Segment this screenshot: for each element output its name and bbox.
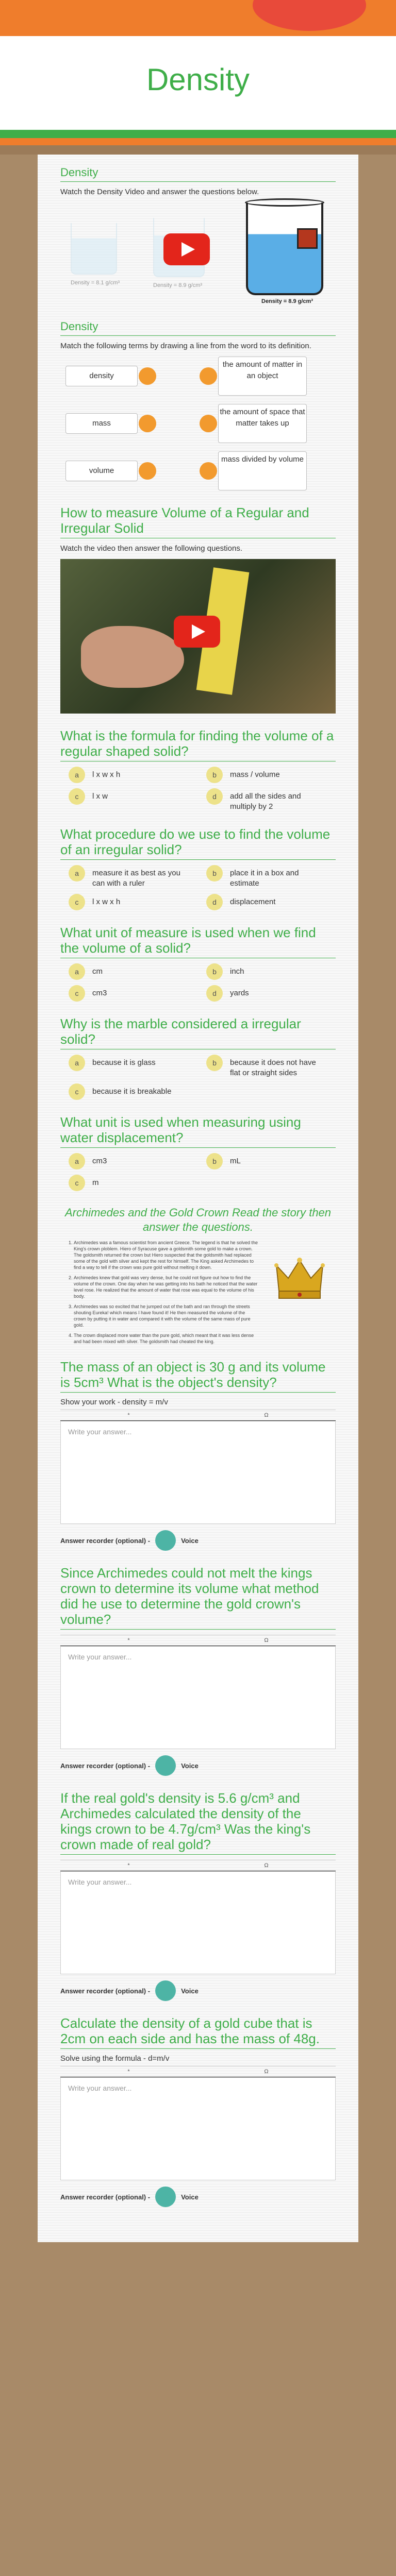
matching-row (60, 404, 336, 443)
density-video-thumbnail[interactable] (60, 202, 336, 306)
question-title: What unit of measure is used when we find the volume of a solid? (60, 925, 336, 958)
answer-recorder (60, 2187, 336, 2207)
multiple-choice (60, 767, 336, 812)
choice-option[interactable] (60, 788, 198, 812)
record-voice-button[interactable] (155, 1755, 176, 1776)
choice-text: add all the sides and multiply by 2 (230, 792, 301, 811)
connector-dot[interactable] (139, 415, 156, 432)
choice-option[interactable] (60, 1083, 198, 1100)
question-real-gold (60, 1790, 336, 2001)
choice-letter[interactable]: c (69, 985, 85, 1002)
story-paragraph: 2. Archimedes knew that gold was very dense, but he could not figure out how to find the volume of the crown. One day when he was getting into his bath he noticed that the water level rose. He realized that the amount of water that rose was equal to the volume of his body. (74, 1275, 258, 1299)
answer-toolbar (60, 2066, 336, 2077)
question-title: Since Archimedes could not melt the kings crown to determine its volume what method did he use to determine the gold crown's volume? (60, 1565, 336, 1630)
question-title: Why is the marble considered a irregular solid? (60, 1016, 336, 1049)
story-paragraph: 3. Archimedes was so excited that he jumped out of the bath and ran through the streets shouting Eureka! which means I have found it! He then measured the volume of the crown by putting it in water and compared it with the volume of the same mass of pure gold. (74, 1303, 258, 1328)
recorder-label: Answer recorder (optional) - (60, 1536, 151, 1545)
answer-toolbar (60, 1410, 336, 1421)
choice-letter[interactable]: a (69, 865, 85, 882)
connector-dot[interactable] (139, 462, 156, 480)
cube-icon (297, 228, 318, 249)
choice-option[interactable] (60, 985, 198, 1002)
question-archimedes-method (60, 1565, 336, 1776)
recorder-label: Answer recorder (optional) - (60, 2193, 151, 2201)
choice-option[interactable] (198, 767, 336, 783)
answer-textarea[interactable]: Write your answer... (60, 1871, 336, 1974)
connector-dot[interactable] (200, 462, 217, 480)
choice-letter[interactable]: c (69, 1175, 85, 1191)
question-gold-cube (60, 2015, 336, 2207)
voice-label: Voice (181, 1536, 199, 1545)
formula-tool-icon[interactable]: * (127, 1412, 130, 1418)
choice-text: yards (230, 989, 249, 997)
record-voice-button[interactable] (155, 2187, 176, 2207)
question-displacement-unit (60, 1114, 336, 1191)
choice-letter[interactable]: b (206, 1153, 223, 1170)
choice-text: place it in a box and estimate (230, 869, 299, 888)
page-header (0, 0, 396, 155)
choice-option[interactable] (198, 1055, 336, 1078)
header-brown-stripe (0, 145, 396, 155)
choice-letter[interactable]: d (206, 894, 223, 910)
symbol-tool-icon[interactable]: Ω (264, 1862, 269, 1869)
recorder-label: Answer recorder (optional) - (60, 1987, 151, 1995)
matching-list (60, 357, 336, 490)
question-title: Calculate the density of a gold cube that is 2cm on each side and has the mass of 48g. (60, 2015, 336, 2049)
choice-option[interactable] (60, 1055, 198, 1078)
answer-recorder (60, 1755, 336, 1776)
voice-label: Voice (181, 2193, 199, 2201)
question-marble (60, 1016, 336, 1100)
choice-letter[interactable]: a (69, 963, 85, 980)
content-card (38, 155, 358, 2242)
choice-text: mass / volume (230, 770, 280, 779)
story-paragraph: 4. The crown displaced more water than the pure gold, which meant that it was less dense and had been mixed with silver. The goldsmith had cheated the king. (74, 1332, 258, 1345)
voice-label: Voice (181, 1987, 199, 1995)
choice-option[interactable] (60, 865, 198, 889)
question-formula (60, 728, 336, 812)
question-prompt: Solve using the formula - d=m/v (60, 2054, 170, 2063)
header-green-stripe (0, 130, 396, 138)
section-title: Density (60, 166, 336, 182)
section-archimedes-story (60, 1206, 336, 1345)
connector-dot[interactable] (200, 415, 217, 432)
choice-letter[interactable]: a (69, 767, 85, 783)
story-title: Archimedes and the Gold Crown Read the story then answer the questions. (64, 1206, 332, 1233)
section-intro: Match the following terms by drawing a line from the word to its definition. (60, 342, 311, 350)
choice-letter[interactable]: b (206, 767, 223, 783)
choice-option[interactable] (198, 894, 336, 910)
glass-icon (71, 223, 117, 275)
section-intro: Watch the Density Video and answer the questions below. (60, 188, 259, 196)
answer-toolbar (60, 1860, 336, 1871)
question-title: What is the formula for finding the volume of a regular shaped solid? (60, 728, 336, 761)
connector-dot[interactable] (139, 367, 156, 385)
matching-term[interactable]: volume (65, 461, 138, 481)
formula-tool-icon[interactable]: * (127, 2069, 130, 2075)
glass-label: Density = 8.1 g/cm³ (71, 280, 120, 286)
choice-text: because it is breakable (92, 1087, 172, 1096)
choice-option[interactable] (198, 963, 336, 980)
choice-letter[interactable]: a (69, 1153, 85, 1170)
choice-letter[interactable]: c (69, 894, 85, 910)
story-paragraph: 1. Archimedes was a famous scientist from ancient Greece. The legend is that he solved the King's crown ploblem. Hiero of Syracuse gave a goldsmith some gold to make a crown. The goldsmith returned the crown but Hiero suspected that the goldsmith had replaced some of the gold with silver and kept the rest for himself. The King asked Archimedes to find a way to tell if the crown was pure gold without melting it down. (74, 1240, 258, 1270)
multiple-choice (60, 1055, 336, 1100)
choice-text: cm3 (92, 1157, 107, 1165)
connector-dot[interactable] (200, 367, 217, 385)
play-button-icon[interactable] (174, 616, 220, 648)
question-title: What procedure do we use to find the volume of an irregular solid? (60, 826, 336, 860)
choice-text: l x w x h (92, 897, 121, 906)
choice-option[interactable] (60, 963, 198, 980)
choice-letter[interactable]: c (69, 788, 85, 805)
answer-toolbar (60, 1635, 336, 1646)
hand-image (81, 626, 184, 688)
choice-text: cm (92, 967, 103, 976)
question-title: What unit is used when measuring using water displacement? (60, 1114, 336, 1148)
formula-tool-icon[interactable]: * (127, 1862, 130, 1869)
choice-text: mL (230, 1157, 241, 1165)
glass-icon (246, 202, 323, 295)
question-prompt: Show your work - density = m/v (60, 1398, 168, 1406)
recorder-label: Answer recorder (optional) - (60, 1761, 151, 1770)
choice-option[interactable] (60, 1175, 198, 1191)
choice-text: l x w (92, 792, 108, 801)
choice-text: m (92, 1178, 99, 1187)
section-measure-volume (60, 505, 336, 714)
choice-option[interactable] (198, 865, 336, 889)
choice-text: because it is glass (92, 1058, 156, 1067)
page-title: Density (146, 62, 250, 97)
section-matching (60, 320, 336, 490)
answer-textarea[interactable]: Write your answer... (60, 2077, 336, 2180)
choice-option[interactable] (198, 985, 336, 1002)
answer-textarea[interactable]: Write your answer... (60, 1646, 336, 1749)
answer-textarea[interactable]: Write your answer... (60, 1421, 336, 1524)
section-title: Density (60, 320, 336, 336)
section-title: How to measure Volume of a Regular and Irregular Solid (60, 505, 336, 538)
record-voice-button[interactable] (155, 1530, 176, 1551)
story-body (60, 1240, 336, 1345)
choice-letter[interactable]: a (69, 1055, 85, 1071)
matching-definition[interactable]: mass divided by volume (218, 451, 307, 490)
choice-text: measure it as best as you can with a ruler (92, 869, 180, 888)
question-procedure (60, 826, 336, 910)
choice-option[interactable] (60, 894, 198, 910)
choice-text: cm3 (92, 989, 107, 997)
formula-tool-icon[interactable]: * (127, 1637, 130, 1643)
question-density-calc (60, 1359, 336, 1551)
answer-recorder (60, 1530, 336, 1551)
symbol-tool-icon[interactable]: Ω (264, 2069, 269, 2075)
choice-option[interactable] (198, 1153, 336, 1170)
question-title: The mass of an object is 30 g and its volume is 5cm³ What is the object's density? (60, 1359, 336, 1393)
choice-option[interactable] (198, 788, 336, 812)
section-density-video (60, 166, 336, 306)
matching-definition[interactable]: the amount of matter in an object (218, 357, 307, 396)
header-orange-stripe (0, 138, 396, 145)
choice-letter[interactable]: b (206, 963, 223, 980)
multiple-choice (60, 963, 336, 1002)
symbol-tool-icon[interactable]: Ω (264, 1412, 269, 1418)
glass-label: Density = 8.9 g/cm³ (153, 282, 203, 289)
choice-letter[interactable]: b (206, 1055, 223, 1071)
choice-letter[interactable]: d (206, 788, 223, 805)
record-voice-button[interactable] (155, 1980, 176, 2001)
choice-option[interactable] (60, 1153, 198, 1170)
glass-rim (245, 198, 324, 207)
choice-letter[interactable]: c (69, 1083, 85, 1100)
choice-letter[interactable]: d (206, 985, 223, 1002)
question-title: If the real gold's density is 5.6 g/cm³ and Archimedes calculated the density of the kings crown to be 4.7g/cm³ Was the king's crown made of real gold? (60, 1790, 336, 1855)
matching-term[interactable]: density (65, 366, 138, 386)
matching-definition[interactable]: the amount of space that matter takes up (218, 404, 307, 443)
gold-crown-icon (274, 1255, 325, 1301)
glass-label: Density = 8.9 g/cm³ (261, 298, 313, 304)
play-button-icon[interactable] (163, 233, 210, 265)
matching-row (60, 451, 336, 490)
matching-row (60, 357, 336, 396)
answer-recorder (60, 1980, 336, 2001)
choice-text: inch (230, 967, 244, 976)
section-intro: Watch the video then answer the following questions. (60, 544, 242, 553)
voice-label: Voice (181, 1761, 199, 1770)
multiple-choice (60, 865, 336, 910)
multiple-choice (60, 1153, 336, 1191)
choice-letter[interactable]: b (206, 865, 223, 882)
choice-option[interactable] (60, 767, 198, 783)
choice-text: displacement (230, 897, 276, 906)
volume-video-thumbnail[interactable] (60, 559, 336, 714)
choice-text: because it does not have flat or straight sides (230, 1058, 316, 1077)
symbol-tool-icon[interactable]: Ω (264, 1637, 269, 1643)
question-unit-solid (60, 925, 336, 1002)
choice-text: l x w x h (92, 770, 121, 779)
matching-term[interactable]: mass (65, 413, 138, 434)
